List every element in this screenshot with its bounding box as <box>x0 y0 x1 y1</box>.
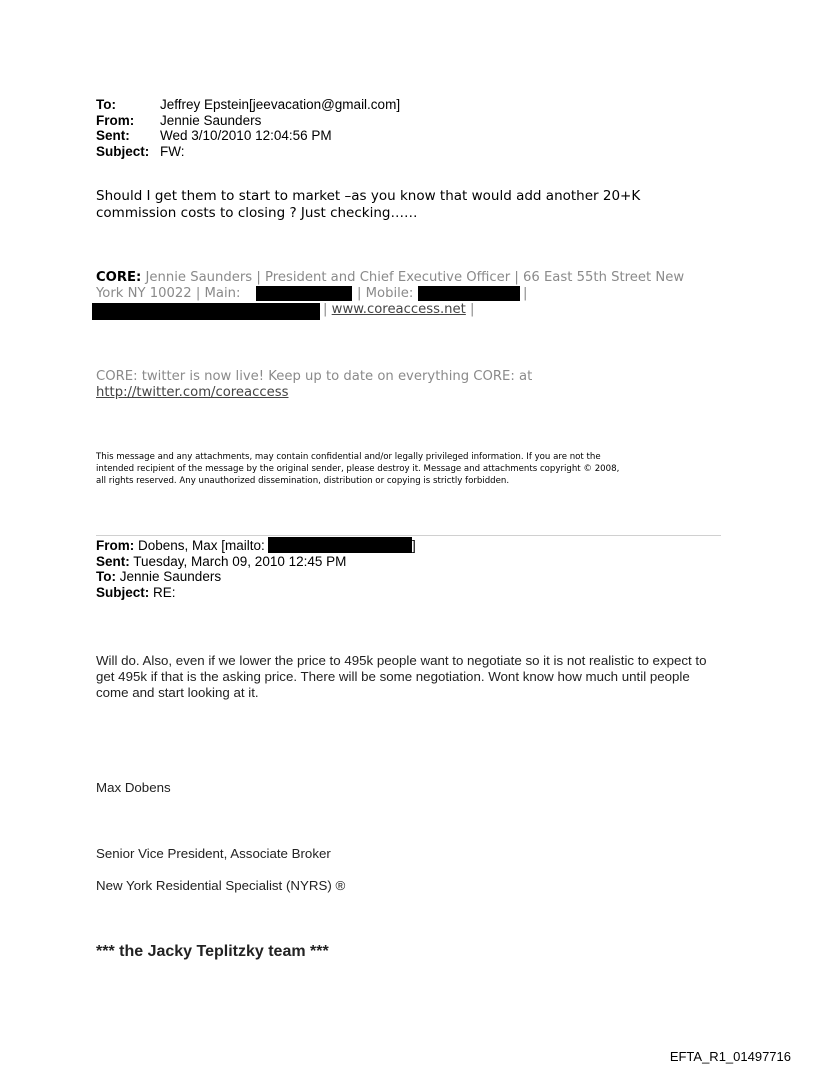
signature-brand: CORE: <box>96 270 142 285</box>
from-label: From: <box>96 112 135 128</box>
to-value: Jeffrey Epstein[jeevacation@gmail.com] <box>160 97 401 112</box>
document-id: EFTA_R1_01497716 <box>669 1049 791 1064</box>
twitter-text: CORE: twitter is now live! Keep up to date on everything CORE: at <box>96 369 533 384</box>
to-row <box>96 97 400 113</box>
forwarded-to-label: To: <box>96 569 116 584</box>
signature-line-3 <box>323 302 475 318</box>
subject-value: FW: <box>160 143 185 159</box>
forwarded-to-row <box>96 569 346 585</box>
disclaimer-line: intended recipient of the message by the original sender, please destroy it. Message and attachments copyright © 2008, <box>96 464 620 474</box>
message-line: commission costs to closing ? Just checking…… <box>96 205 418 221</box>
forwarded-subject-row <box>96 585 346 601</box>
signature-line-1 <box>96 270 684 286</box>
subject-label: Subject: <box>96 143 150 159</box>
forwarded-sent-value: Tuesday, March 09, 2010 12:45 PM <box>129 553 347 569</box>
disclaimer <box>96 451 619 487</box>
sent-value: Wed 3/10/2010 12:04:56 PM <box>160 128 332 143</box>
redaction-box <box>92 303 320 320</box>
sent-row <box>96 128 400 144</box>
forwarded-from-label: From: <box>96 538 135 553</box>
twitter-link[interactable]: http://twitter.com/coreaccess <box>96 385 289 400</box>
forwarded-subject-label: Subject: <box>96 584 150 600</box>
twitter-note <box>96 369 532 401</box>
email-header <box>96 97 400 159</box>
redaction-box <box>418 286 520 301</box>
sent-label: Sent: <box>96 128 130 143</box>
sender-specialist: New York Residential Specialist (NYRS) ® <box>96 878 346 893</box>
sender-title: Senior Vice President, Associate Broker <box>96 846 331 861</box>
signature-details: Jennie Saunders | President and Chief Executive Officer | 66 East 55th Street New <box>141 270 685 285</box>
website-link[interactable]: www.coreaccess.net <box>331 302 466 317</box>
forwarded-body <box>96 653 707 701</box>
signature-mobile-label: | Mobile: <box>357 286 414 301</box>
disclaimer-line: all rights reserved. Any unauthorized dissemination, distribution or copying is strictly forbidden. <box>96 476 510 486</box>
to-label: To: <box>96 97 116 112</box>
forwarded-sent-label: Sent: <box>96 553 130 569</box>
sender-name: Max Dobens <box>96 780 171 795</box>
redaction-box <box>268 537 412 553</box>
disclaimer-line: This message and any attachments, may contain confidential and/or legally privileged information. If you are not the <box>96 452 601 462</box>
forwarded-from-value: Dobens, Max [mailto: <box>134 538 265 553</box>
forwarded-subject-value: RE: <box>149 584 176 600</box>
signature-separator: | <box>470 302 475 317</box>
forwarded-body-line: come and start looking at it. <box>96 685 259 700</box>
signature-separator: | <box>323 302 328 317</box>
signature-separator: | <box>523 286 528 301</box>
mailto-close: ] <box>412 538 416 553</box>
divider <box>96 535 721 536</box>
forwarded-body-line: get 495k if that is the asking price. There will be some negotiation. Wont know how much until people <box>96 669 690 684</box>
subject-row <box>96 144 400 160</box>
forwarded-body-line: Will do. Also, even if we lower the price to 495k people want to negotiate so it is not realistic to expect to <box>96 653 707 668</box>
team-name: *** the Jacky Teplitzky team *** <box>96 943 329 960</box>
forwarded-sent-row <box>96 554 346 570</box>
from-value: Jennie Saunders <box>160 112 262 128</box>
signature-line-2 <box>96 286 240 302</box>
redaction-box <box>256 286 352 301</box>
from-row <box>96 113 400 129</box>
message-body <box>96 188 640 222</box>
forwarded-to-value: Jennie Saunders <box>116 569 222 584</box>
message-line: Should I get them to start to market –as you know that would add another 20+K <box>96 188 641 204</box>
signature-address: York NY 10022 | Main: <box>96 286 241 301</box>
